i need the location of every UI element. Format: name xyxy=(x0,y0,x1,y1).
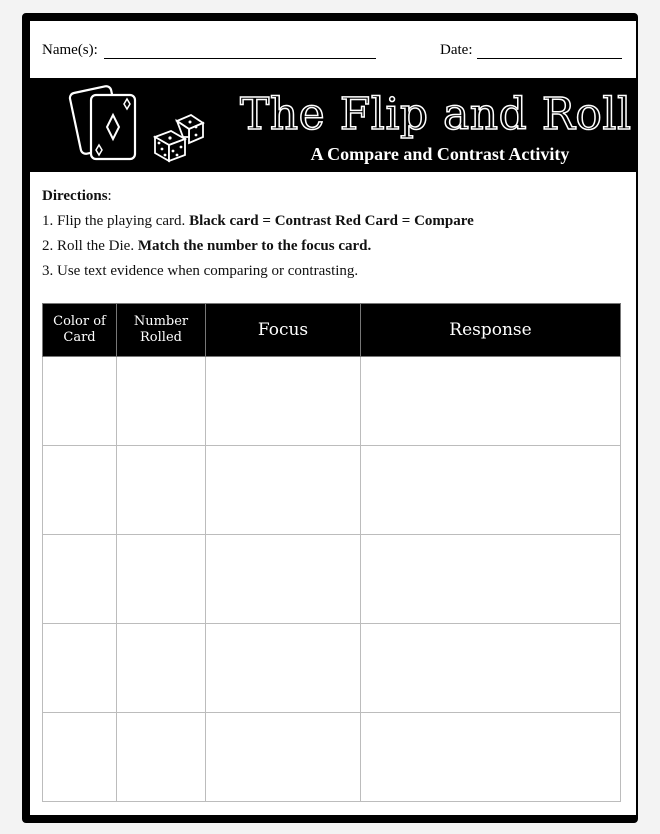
date-label: Date: xyxy=(440,42,473,58)
number-rolled-cell[interactable] xyxy=(117,357,206,446)
table-row xyxy=(43,357,621,446)
focus-cell[interactable] xyxy=(206,713,361,802)
response-cell[interactable] xyxy=(361,535,621,624)
color-of-card-cell[interactable] xyxy=(43,535,117,624)
activity-subtitle: A Compare and Contrast Activity xyxy=(310,144,570,164)
number-rolled-cell[interactable] xyxy=(117,624,206,713)
direction-step: 1. Flip the playing card. Black card = Contrast Red Card = Compare xyxy=(42,213,474,229)
response-table xyxy=(42,303,621,802)
column-header-focus: Focus xyxy=(206,304,361,357)
column-header-response: Response xyxy=(361,304,621,357)
focus-cell[interactable] xyxy=(206,357,361,446)
color-of-card-cell[interactable] xyxy=(43,713,117,802)
title-banner xyxy=(30,78,636,172)
color-of-card-cell[interactable] xyxy=(43,624,117,713)
table-header-row xyxy=(43,304,621,357)
number-rolled-cell[interactable] xyxy=(117,713,206,802)
response-cell[interactable] xyxy=(361,446,621,535)
table-row xyxy=(43,624,621,713)
name-date-row xyxy=(30,21,636,78)
playing-cards-icon xyxy=(65,81,225,169)
response-cell[interactable] xyxy=(361,624,621,713)
direction-step: 2. Roll the Die. Match the number to the focus card. xyxy=(42,238,372,254)
color-of-card-cell[interactable] xyxy=(43,446,117,535)
focus-cell[interactable] xyxy=(206,446,361,535)
number-rolled-cell[interactable] xyxy=(117,446,206,535)
table-row xyxy=(43,713,621,802)
worksheet xyxy=(22,13,638,823)
column-header-number-rolled: Number Rolled xyxy=(117,304,206,357)
activity-title: The Flip and Roll xyxy=(240,89,632,140)
response-cell[interactable] xyxy=(361,713,621,802)
response-cell[interactable] xyxy=(361,357,621,446)
column-header-color-of-card: Color of Card xyxy=(43,304,117,357)
focus-cell[interactable] xyxy=(206,624,361,713)
name-label: Name(s): xyxy=(42,42,98,58)
directions-heading: Directions: xyxy=(42,188,112,204)
date-blank[interactable] xyxy=(477,58,622,59)
worksheet-body xyxy=(30,172,636,815)
dice-icon xyxy=(155,115,203,161)
color-of-card-cell[interactable] xyxy=(43,357,117,446)
table-row xyxy=(43,535,621,624)
name-blank[interactable] xyxy=(104,58,376,59)
number-rolled-cell[interactable] xyxy=(117,535,206,624)
directions xyxy=(42,184,474,284)
table-row xyxy=(43,446,621,535)
focus-cell[interactable] xyxy=(206,535,361,624)
direction-step: 3. Use text evidence when comparing or contrasting. xyxy=(42,263,359,279)
